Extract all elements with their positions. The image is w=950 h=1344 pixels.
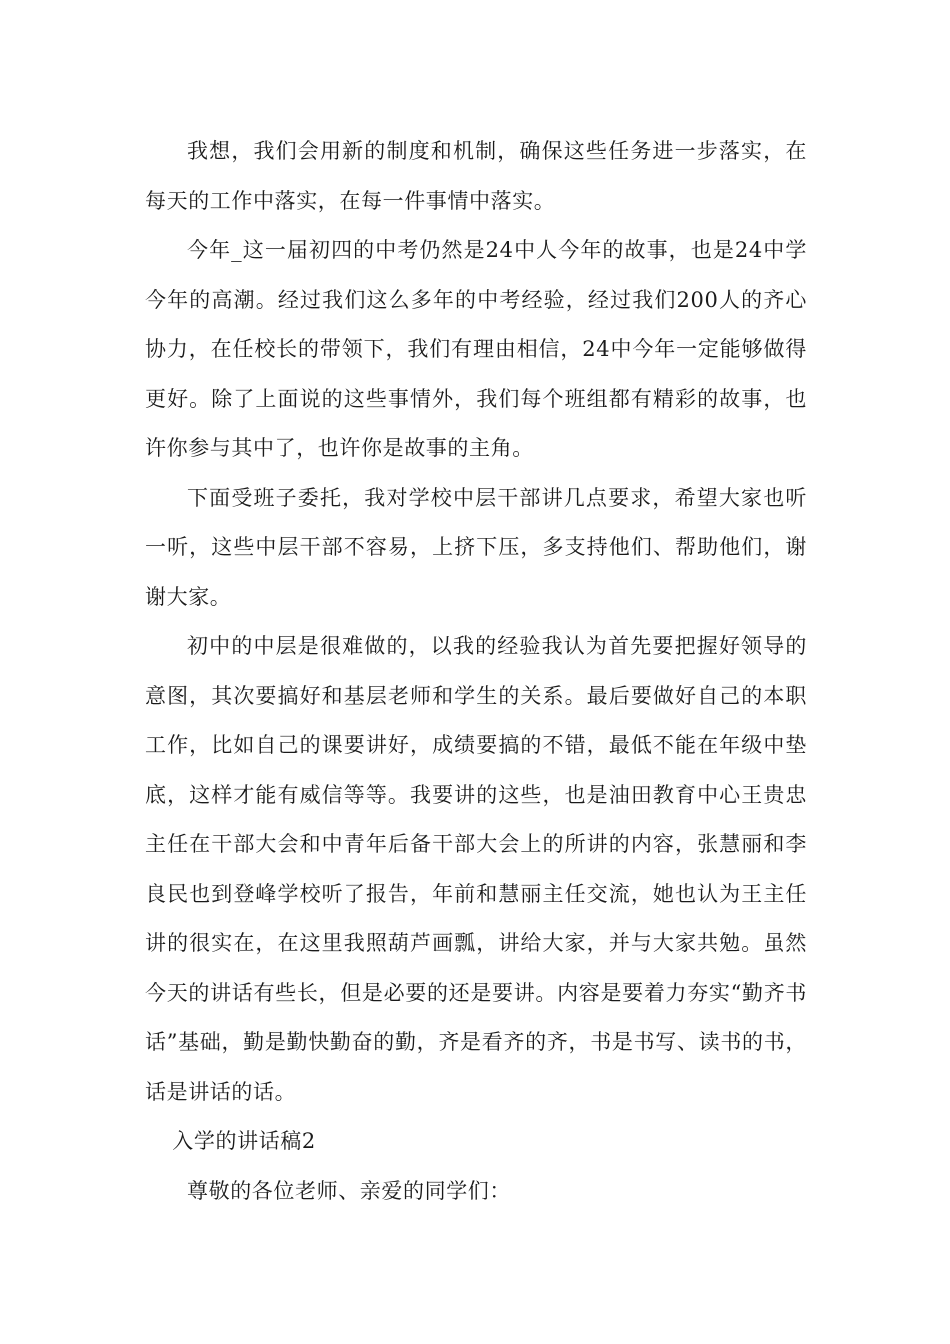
document-body [145, 127, 807, 1216]
paragraph-2: 今年_这一届初四的中考仍然是24中人今年的故事，也是24中学今年的高潮。经过我们这么多年的中考经验，经过我们200人的齐心协力，在任校长的带领下，我们有理由相信，24中今年一定能够做得更好。除了上面说的这些事情外，我们每个班组都有精彩的故事，也许你参与其中了，也许你是故事的主角。 [145, 238, 807, 460]
section-heading: 入学的讲话稿2 [172, 1129, 316, 1153]
paragraph-1: 我想，我们会用新的制度和机制，确保这些任务进一步落实，在每天的工作中落实，在每一件事情中落实。 [145, 139, 807, 213]
paragraph-3: 下面受班子委托，我对学校中层干部讲几点要求，希望大家也听一听，这些中层干部不容易，上挤下压，多支持他们、帮助他们，谢谢大家。 [145, 485, 807, 609]
paragraph-4: 初中的中层是很难做的，以我的经验我认为首先要把握好领导的意图，其次要搞好和基层老师和学生的关系。最后要做好自己的本职工作，比如自己的课要讲好，成绩要搞的不错，最低不能在年级中垫底，这样才能有威信等等。我要讲的这些，也是油田教育中心王贵忠主任在干部大会和中青年后备干部大会上的所讲的内容，张慧丽和李良民也到登峰学校听了报告，年前和慧丽主任交流，她也认为王主任讲的很实在，在这里我照葫芦画瓢，讲给大家，并与大家共勉。虽然今天的讲话有些长，但是必要的还是要讲。内容是要着力夯实“勤齐书话”基础，勤是勤快勤奋的勤，齐是看齐的齐，书是书写、读书的书，话是讲话的话。 [145, 634, 807, 1104]
salutation: 尊敬的各位老师、亲爱的同学们： [187, 1178, 511, 1203]
